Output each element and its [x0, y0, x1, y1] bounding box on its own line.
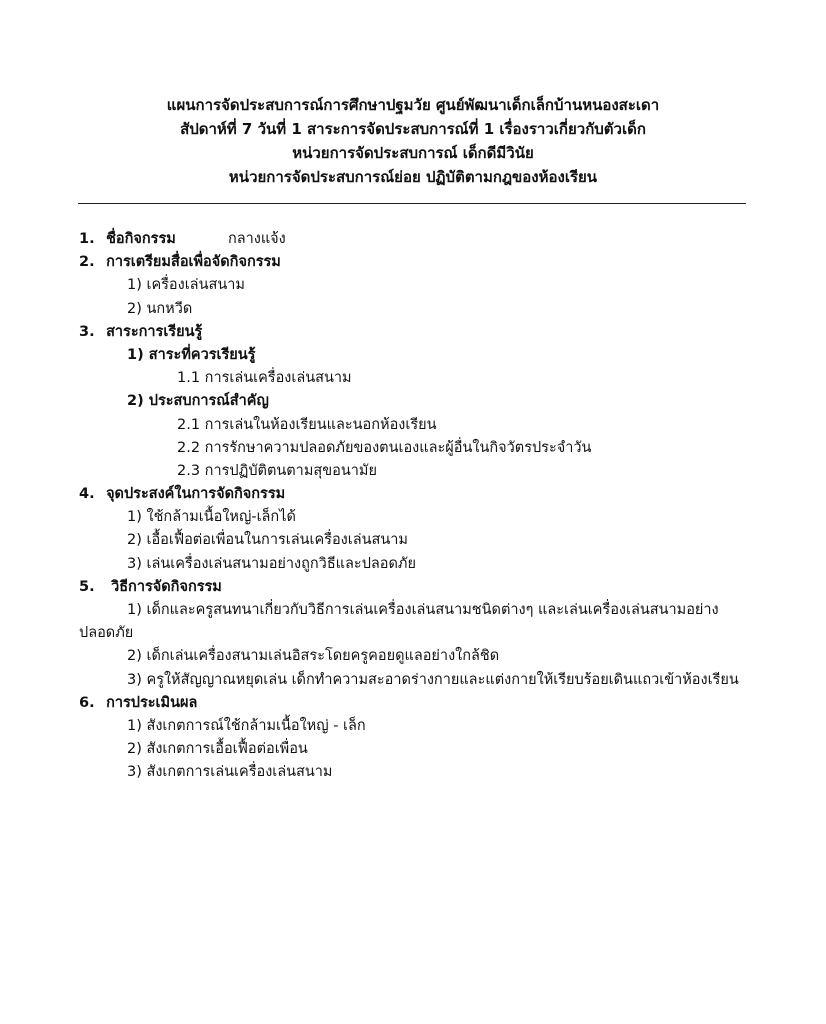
list-item: 1.1 การเล่นเครื่องเล่นสนาม: [177, 370, 352, 387]
document-header: [0, 93, 826, 189]
list-item: 3) ครูให้สัญญาณหยุดเล่น เด็กทำความสะอาดร่างกายและแต่งกายให้เรียบร้อยเดินแถวเข้าห้องเรียน: [127, 671, 739, 688]
header-line-1: แผนการจัดประสบการณ์การศึกษาปฐมวัย ศูนย์พัฒนาเด็กเล็กบ้านหนองสะเดา: [166, 96, 660, 114]
section-number: 1.: [79, 231, 95, 247]
section-number: 5.: [79, 578, 95, 595]
section-title: วิธีการจัดกิจกรรม: [111, 578, 222, 595]
list-item: 1) ใช้กล้ามเนื้อใหญ่-เล็กได้: [127, 509, 296, 526]
list-item: 3) สังเกตการเล่นเครื่องเล่นสนาม: [127, 764, 333, 781]
list-item: 2) นกหวีด: [127, 300, 193, 317]
list-item: 1) เครื่องเล่นสนาม: [127, 277, 245, 294]
lesson-plan-body: [79, 228, 749, 785]
header-divider: [78, 203, 746, 204]
section-number: 2.: [79, 254, 95, 271]
list-item: 2.1 การเล่นในห้องเรียนและนอกห้องเรียน: [177, 416, 437, 433]
section-6: [79, 692, 749, 715]
activity-name: กลางแจ้ง: [227, 231, 286, 247]
section-number: 4.: [79, 486, 95, 503]
section-title: สาระการเรียนรู้: [106, 323, 203, 340]
section-1: [79, 228, 749, 251]
header-line-2: สัปดาห์ที่ 7 วันที่ 1 สาระการจัดประสบการณ์ที่ 1 เรื่องราวเกี่ยวกับตัวเด็ก: [180, 120, 646, 138]
section-number: 6.: [79, 694, 95, 711]
section-5: [79, 576, 749, 599]
list-item: 2) เอื้อเฟื้อต่อเพื่อนในการเล่นเครื่องเล่นสนาม: [127, 532, 408, 549]
section-title: การประเมินผล: [106, 694, 198, 711]
section-3: [79, 321, 749, 344]
subsection-heading: 2) ประสบการณ์สำคัญ: [127, 393, 269, 410]
section-4: [79, 483, 749, 506]
section-number: 3.: [79, 323, 95, 340]
subsection-heading: 1) สาระที่ควรเรียนรู้: [127, 346, 256, 363]
section-2: [79, 251, 749, 274]
list-item: 2.2 การรักษาความปลอดภัยของตนเองและผู้อื่นในกิจวัตรประจำวัน: [177, 439, 592, 456]
list-item: 3) เล่นเครื่องเล่นสนามอย่างถูกวิธีและปลอดภัย: [127, 555, 416, 572]
section-title: การเตรียมสื่อเพื่อจัดกิจกรรม: [106, 254, 281, 271]
list-item: 2) เด็กเล่นเครื่องสนามเล่นอิสระโดยครูคอยดูแลอย่างใกล้ชิด: [127, 648, 500, 665]
header-line-4: หน่วยการจัดประสบการณ์ย่อย ปฏิบัติตามกฎของห้องเรียน: [228, 168, 598, 186]
section-title: จุดประสงค์ในการจัดกิจกรรม: [106, 486, 286, 503]
list-item: 1) เด็กและครูสนทนาเกี่ยวกับวิธีการเล่นเครื่องเล่นสนามชนิดต่างๆ และเล่นเครื่องเล่นสนามอย่างปลอดภัย: [79, 602, 719, 642]
header-line-3: หน่วยการจัดประสบการณ์ เด็กดีมีวินัย: [292, 144, 534, 162]
list-item: 2.3 การปฏิบัติตนตามสุขอนามัย: [177, 462, 377, 479]
list-item: 2) สังเกตการเอื้อเฟื้อต่อเพื่อน: [127, 741, 308, 758]
section-title: ชื่อกิจกรรม: [106, 231, 176, 247]
list-item: 1) สังเกตการณ์ใช้กล้ามเนื้อใหญ่ - เล็ก: [127, 717, 366, 734]
